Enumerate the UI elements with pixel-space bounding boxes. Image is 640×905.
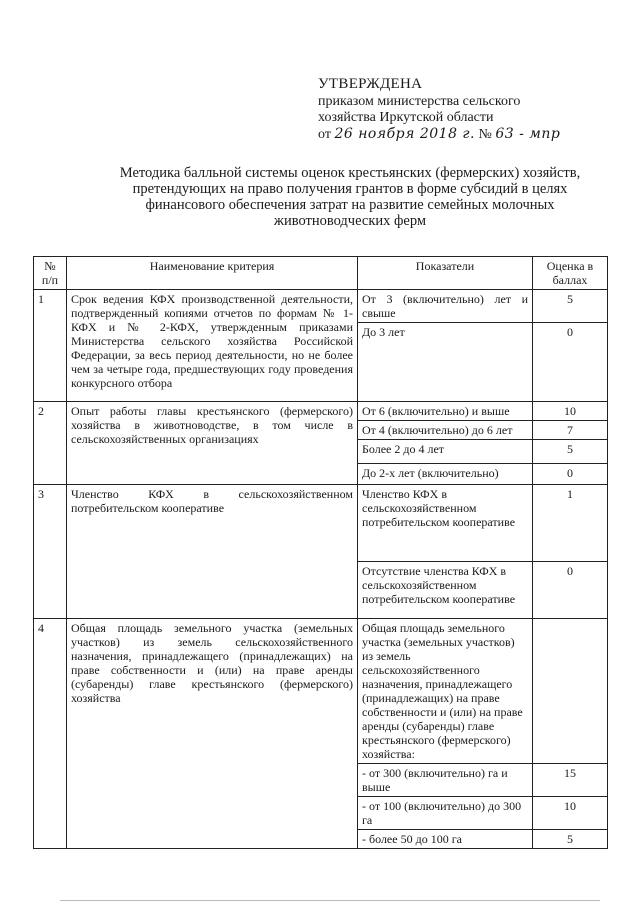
from-label: от — [318, 127, 331, 142]
approval-line-1: приказом министерства сельского — [318, 94, 521, 109]
table-header-row — [34, 257, 608, 290]
row-score: 0 — [533, 323, 608, 402]
row-indicator: До 2-х лет (включительно) — [358, 464, 533, 485]
header-indicators: Показатели — [358, 257, 533, 290]
row-score: 5 — [533, 290, 608, 323]
criteria-table — [33, 256, 608, 849]
approval-line-2: хозяйства Иркутской области — [318, 110, 494, 125]
row-score: 1 — [533, 485, 608, 562]
row-score: 0 — [533, 562, 608, 619]
row-indicator: - от 300 (включительно) га и выше — [358, 764, 533, 797]
row-num: 4 — [34, 619, 67, 849]
table-row — [34, 402, 608, 421]
row-num: 2 — [34, 402, 67, 485]
row-indicator: От 4 (включительно) до 6 лет — [358, 421, 533, 440]
header-num: № п/п — [34, 257, 67, 290]
table-row — [34, 290, 608, 323]
document-title: Методика балльной системы оценок крестьянских (фермерских) хозяйств, претендующих на право получения грантов в форме субсидий в целях финансового обеспечения затрат на развитие семейных молочных животноводческих ферм — [119, 165, 581, 229]
row-score: 5 — [533, 830, 608, 849]
row-score: 10 — [533, 797, 608, 830]
row-indicator: Более 2 до 4 лет — [358, 440, 533, 464]
row-criterion: Общая площадь земельного участка (земельных участков) из земель сельскохозяйственного назначения, принадлежащего (принадлежащих) на праве собственности и (или) на праве аренды (субаренды) главе крестьянского (фермерского) хозяйства — [67, 619, 358, 849]
approval-date-line — [318, 126, 560, 144]
row-score: 10 — [533, 402, 608, 421]
header-score: Оценка в баллах — [533, 257, 608, 290]
page-bottom-edge — [60, 900, 600, 901]
row-indicator: До 3 лет — [358, 323, 533, 402]
handwritten-date: 26 ноября 2018 г. — [334, 126, 475, 142]
row-num: 3 — [34, 485, 67, 619]
row-indicator: От 3 (включительно) лет и свыше — [358, 290, 533, 323]
row-score: 5 — [533, 440, 608, 464]
row-indicator: Общая площадь земельного участка (земельных участков) из земель сельскохозяйственного назначения, принадлежащего (принадлежащих) на праве собственности и (или) на праве аренды (субаренды) главе крестьянского (фермерского) хозяйства: — [358, 619, 533, 764]
approval-heading: УТВЕРЖДЕНА — [318, 76, 423, 92]
handwritten-number: 63 - мпр — [495, 126, 561, 142]
table-row — [34, 619, 608, 764]
approval-block — [318, 76, 560, 144]
table-row — [34, 485, 608, 562]
row-indicator: - от 100 (включительно) до 300 га — [358, 797, 533, 830]
row-num: 1 — [34, 290, 67, 402]
row-indicator: От 6 (включительно) и выше — [358, 402, 533, 421]
row-score: 7 — [533, 421, 608, 440]
row-indicator: - более 50 до 100 га — [358, 830, 533, 849]
row-indicator: Отсутствие членства КФХ в сельскохозяйственном потребительском кооперативе — [358, 562, 533, 619]
row-criterion: Срок ведения КФХ производственной деятельности, подтвержденный копиями отчетов по формам № 1-КФХ и № 2-КФХ, утвержденным приказами Министерства сельского хозяйства Российской Федерации, за весь период деятельности, но не более чем за четыре года, предшествующих году проведения конкурсного отбора — [67, 290, 358, 402]
row-criterion: Членство КФХ в сельскохозяйственном потребительском кооперативе — [67, 485, 358, 619]
row-score: 0 — [533, 464, 608, 485]
row-score — [533, 619, 608, 764]
row-criterion: Опыт работы главы крестьянского (фермерского) хозяйства в животноводстве, в том числе в сельскохозяйственных организациях — [67, 402, 358, 485]
number-label: № — [478, 127, 492, 142]
row-indicator: Членство КФХ в сельскохозяйственном потребительском кооперативе — [358, 485, 533, 562]
row-score: 15 — [533, 764, 608, 797]
header-criterion: Наименование критерия — [67, 257, 358, 290]
